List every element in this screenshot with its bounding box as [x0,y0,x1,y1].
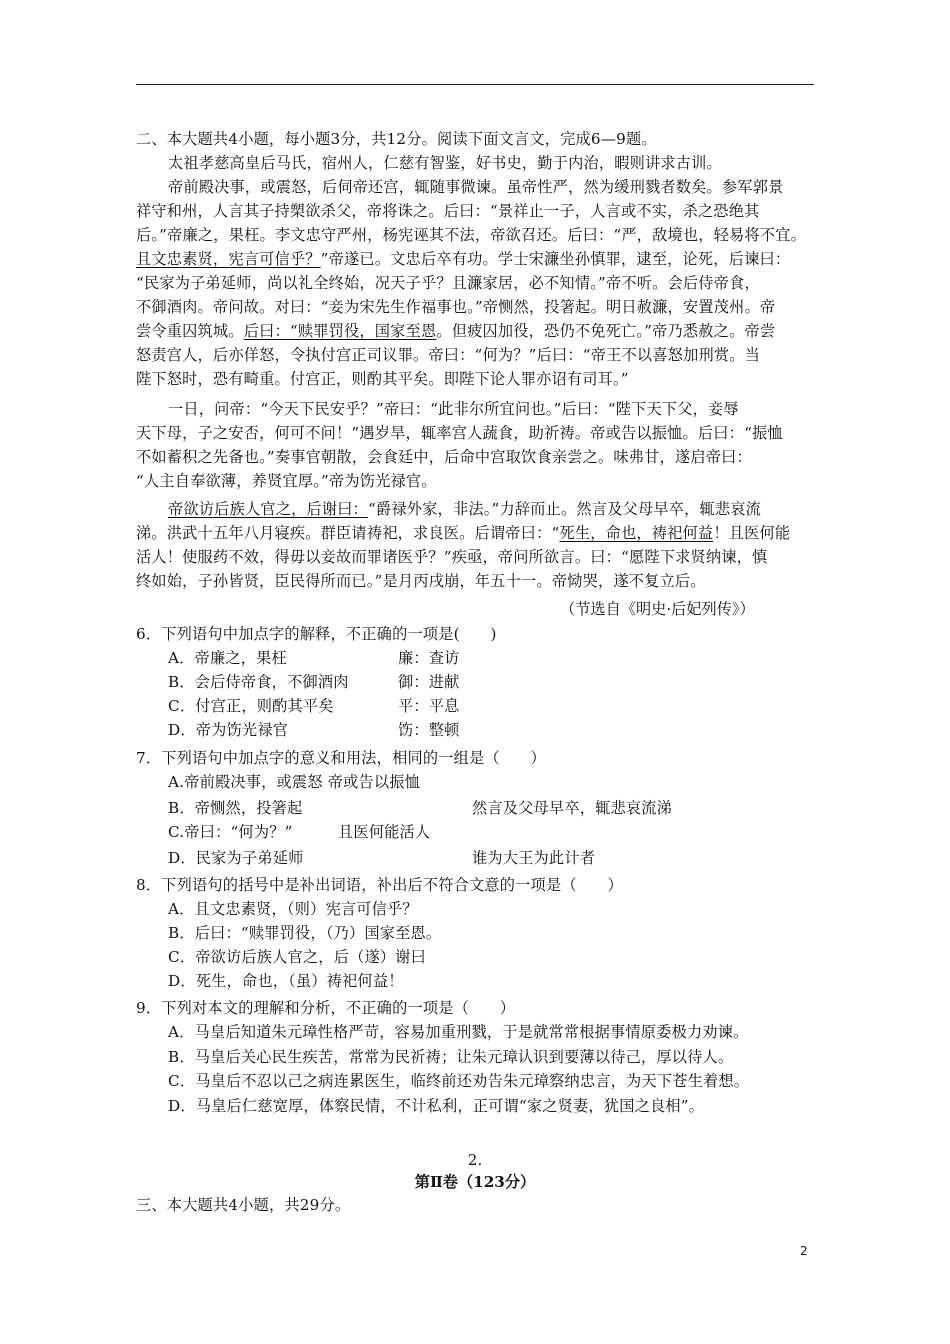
question-8-option: C．帝欲访后族人官之，后（遂）谢曰 [168,948,427,966]
section-3-heading: 三、本大题共4小题，共29分。 [136,1196,351,1214]
underlined-sentence: 死生，命也，祷祀何益 [559,524,714,542]
passage-line: 陛下怒时，恐有畸重。付宫正，则酌其平矣。即陛下论人罪亦诏有司耳。” [136,370,629,388]
option-gloss: 饬：整顿 [398,721,460,739]
passage-line: “民家为子弟延师，尚以礼全终始，况天子乎？且濂家居，必不知情。”帝不听。会后侍帝食， [136,274,760,292]
option-gloss: 御：进献 [398,673,460,691]
passage-line: “人主自奉欲薄，养贤宜厚。”帝为饬光禄官。 [136,472,437,490]
question-7-option [168,846,848,870]
question-7-option [168,796,848,820]
question-6-stem: 6．下列语句中加点字的解释，不正确的一项是( ) [136,625,497,643]
passage-line: 活人！使服药不效，得毋以妾故而罪诸医乎？”疾亟，帝问所欲言。曰：“愿陛下求贤纳谏，慎 [136,548,768,566]
page-number: 2 [800,1244,808,1258]
passage-line [136,247,816,271]
option-text: B．帝恻然，投箸起 [168,799,303,817]
passage-text: 。但疲囚加役，恐仍不免死亡。”帝乃悉赦之。帝尝 [436,322,776,340]
passage-text: ！且医何能 [713,524,791,542]
underlined-sentence: 且文忠素贤，宪言可信乎？ [136,250,321,268]
passage-line [136,319,816,343]
passage-line: 怒责宫人，后亦佯怒，令执付宫正司议罪。帝曰：“何为？”后曰：“帝王不以喜怒加刑赏。当 [136,346,761,364]
header-rule [136,84,814,85]
option-gloss: 廉：查访 [398,649,460,667]
option-text: A．帝廉之，果枉 [168,649,287,667]
passage-line: 一日，问帝：“今天下民安乎？”帝曰：“此非尔所宜问也。”后曰：“陛下天下父，妾辱 [168,400,739,418]
section-heading: 二、本大题共4小题，每小题3分，共12分。阅读下面文言文，完成6—9题。 [136,130,657,148]
passage-line: 祥守和州，人言其子持槊欲杀父，帝将诛之。后曰：“景祥止一子，人言或不实，杀之恐绝其 [136,202,760,220]
question-9-stem: 9．下列对本文的理解和分析，不正确的一项是（ ） [136,999,516,1017]
passage-text: 涕。洪武十五年八月寝疾。群臣请祷祀，求良医。后谓帝曰：“ [136,524,560,542]
passage-line: 不御酒肉。帝问故。对曰：“妾为宋先生作福事也。”帝恻然，投箸起。明日赦濂，安置茂州。帝 [136,298,776,316]
question-8-option: B．后曰：“赎罪罚役，（乃）国家至恩。 [168,924,442,942]
question-6-option [168,694,848,718]
passage-source: （节选自《明史·后妃列传》） [560,600,755,618]
question-6-option [168,670,848,694]
passage-text: 尝令重囚筑城。 [136,322,244,340]
passage-line: 不如蓄积之先备也。”奏事官朝散，会食廷中，后命中宫取饮食亲尝之。味弗甘，遂启帝曰： [136,448,752,466]
part-2-title: 第Ⅱ卷（123分） [414,1173,536,1191]
passage-text: ”帝遂已。文忠后卒有功。学士宋濂坐孙慎罪，逮至，论死，后谏曰： [320,250,791,268]
passage-line: 终如始，子孙皆贤，臣民得所而已。”是月丙戌崩，年五十一。帝恸哭，遂不复立后。 [136,572,706,590]
option-text: C.帝曰：“何为？” [168,823,293,841]
passage-text: “爵禄外家，非法。”力辞而止。然言及父母早卒，辄悲哀流 [368,500,762,518]
passage-line: 帝前殿决事，或震怒，后伺帝还宫，辄随事微谏。虽帝性严，然为缓刑戮者数矣。参军郭景 [168,178,784,196]
question-9-option: B．马皇后关心民生疾苦，常常为民祈祷；让朱元璋认识到要薄以待己，厚以待人。 [168,1048,734,1066]
option-text: B．会后侍帝食，不御酒肉 [168,673,349,691]
question-9-option: A．马皇后知道朱元璋性格严苛，容易加重刑戮，于是就常常根据事情原委极力劝谏。 [168,1023,749,1041]
option-text: D．帝为饬光禄官 [168,721,289,739]
question-7-stem: 7．下列语句中加点字的意义和用法，相同的一组是（ ） [136,749,546,767]
option-compare: 然言及父母早卒，辄悲哀流涕 [472,799,673,817]
passage-line [136,521,816,545]
question-7-option [168,820,848,844]
passage-line: 后。”帝廉之，果枉。李文忠守严州，杨宪诬其不法，帝欲召还。后曰：“严，敌境也，轻易将不宜。 [136,226,806,244]
mid-number: 2. [467,1151,483,1169]
option-compare: 谁为大王为此计者 [472,849,596,867]
question-9-option: C．马皇后不忍以己之病连累医生，临终前还劝告朱元璋察纳忠言，为天下苍生着想。 [168,1072,750,1090]
question-8-option: A．且文忠素贤，（则）宪言可信乎？ [168,900,418,918]
underlined-sentence: 后曰：“赎罪罚役，国家至恩 [243,322,437,340]
option-text: D．民家为子弟延师 [168,849,304,867]
passage-line: 天下母，子之安否，何可不问！”遇岁旱，辄率宫人蔬食，助祈祷。帝或告以振恤。后曰：“振恤 [136,424,783,442]
option-gloss: 平：平息 [398,697,460,715]
question-8-option: D．死生，命也，（虽）祷祀何益！ [168,972,404,990]
question-6-option [168,646,848,670]
option-text: A.帝前殿决事，或震怒 帝或告以振恤 [168,773,421,791]
question-8-stem: 8．下列语句的括号中是补出词语，补出后不符合文意的一项是（ ） [136,876,623,894]
question-9-option: D．马皇后仁慈宽厚，体察民情，不计私利，正可谓“家之贤妻，犹国之良相”。 [168,1097,705,1115]
option-compare: 且医何能活人 [338,823,431,841]
passage-line: 太祖孝慈高皇后马氏，宿州人，仁慈有智鉴，好书史，勤于内治，暇则讲求古训。 [168,154,722,172]
passage-line [168,497,848,521]
question-6-option [168,718,848,742]
underlined-sentence: 帝欲访后族人官之，后谢曰： [168,500,369,518]
question-7-option [168,770,848,794]
option-text: C．付宫正，则酌其平矣 [168,697,334,715]
